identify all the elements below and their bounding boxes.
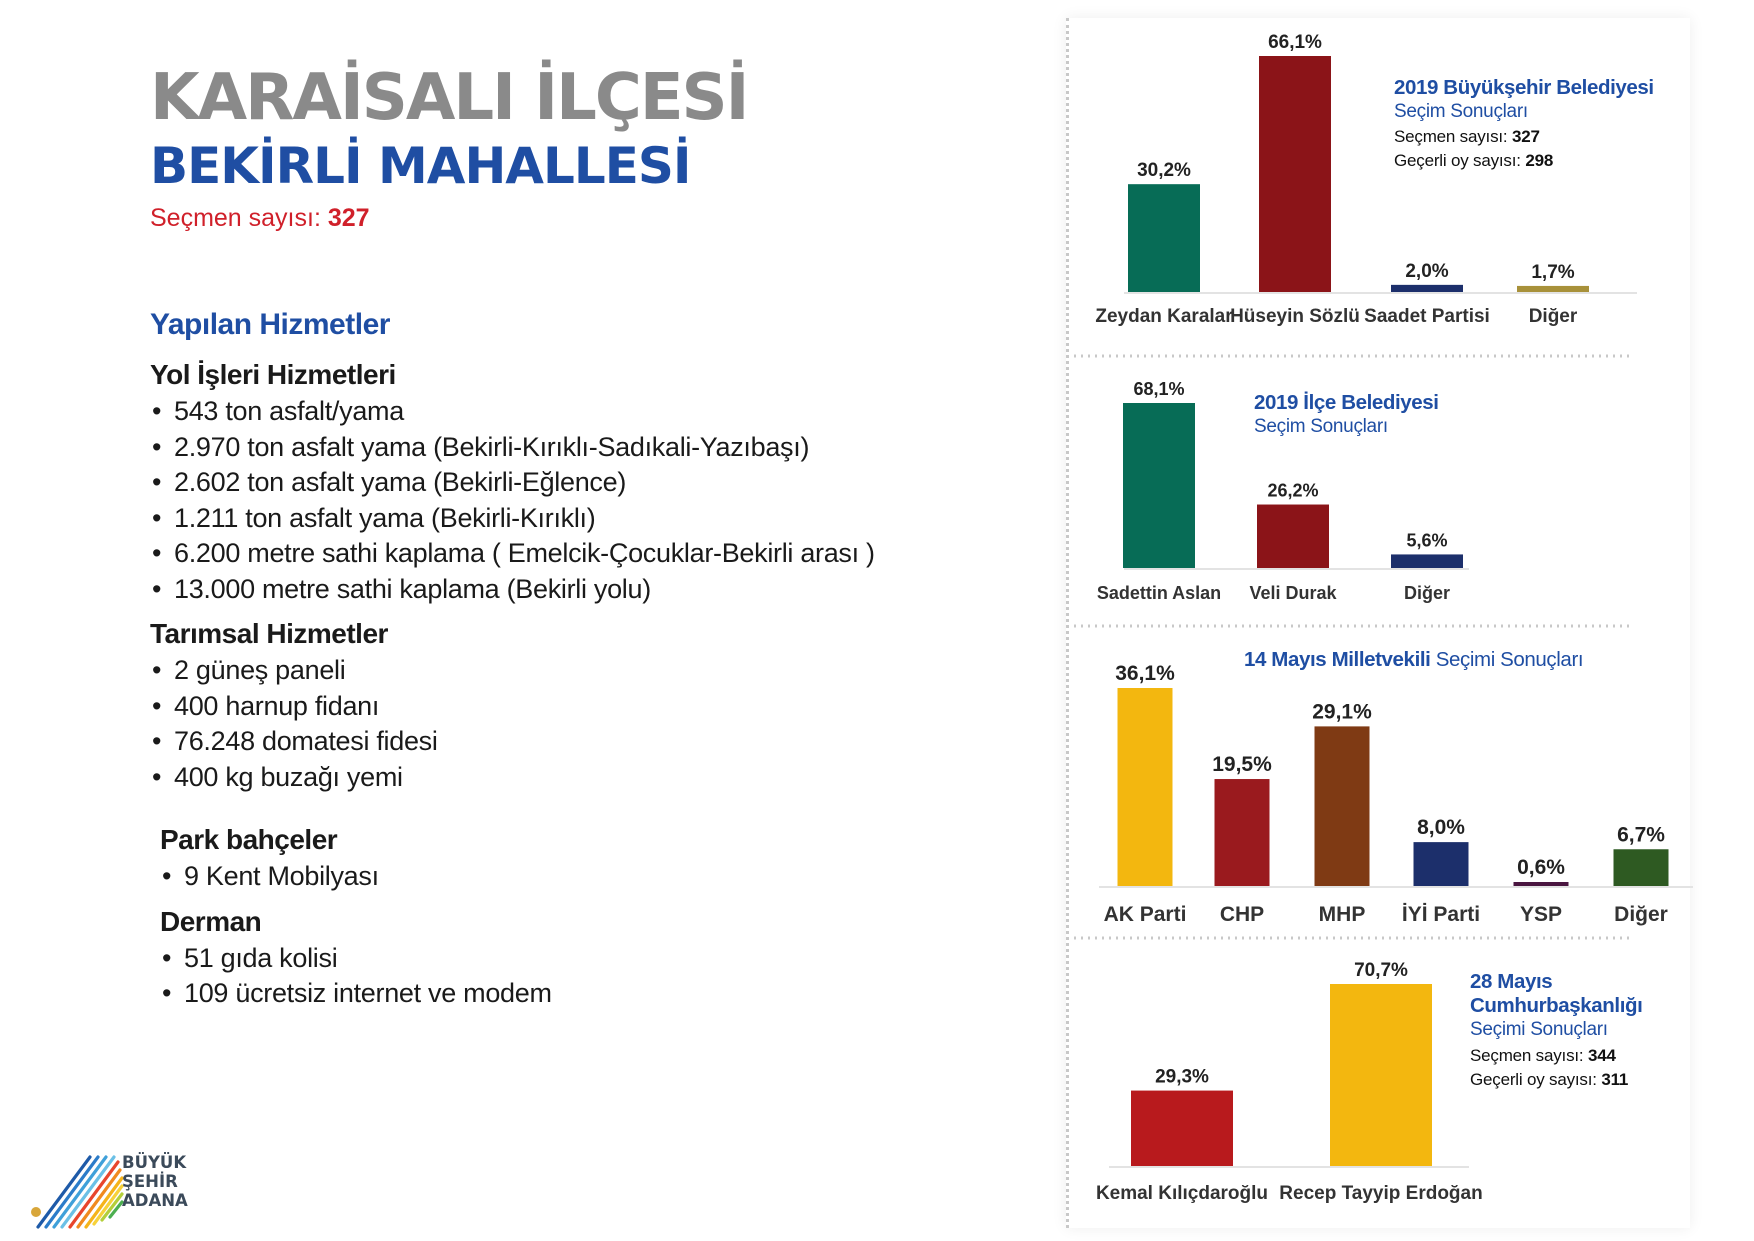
category-label: Sadettin Aslan	[1096, 583, 1222, 603]
bar-sadettin-aslan	[1123, 403, 1195, 568]
category-label: MHP	[1318, 903, 1366, 926]
data-label: 68,1%	[1133, 379, 1185, 399]
service-section-derman	[160, 903, 910, 1012]
bar-saadet-partisi	[1391, 285, 1463, 292]
data-label: 1,7%	[1531, 261, 1575, 283]
list-item: • 2 güneş paneli	[150, 653, 910, 689]
chart-2-subtitle: Seçim Sonuçları	[1254, 416, 1388, 437]
chart-1-title-block	[1394, 76, 1654, 173]
voter-count-label: Seçmen sayısı:	[150, 204, 321, 232]
category-label: Diğer	[1614, 903, 1668, 926]
category-label: İYİ Parti	[1401, 903, 1481, 926]
list-item: • 400 kg buzağı yemi	[150, 760, 910, 796]
list-item: • 76.248 domatesi fidesi	[150, 724, 910, 760]
data-label: 5,6%	[1406, 530, 1448, 551]
list-item: • 543 ton asfalt/yama	[150, 394, 910, 430]
data-label: 30,2%	[1137, 160, 1191, 182]
chart-1-title: 2019 Büyükşehir Belediyesi	[1394, 76, 1654, 99]
category-label: Zeydan Karalar	[1095, 306, 1233, 327]
page-header	[150, 62, 747, 233]
chart-3	[1099, 662, 1693, 926]
bar-kemal-k-l-daro-lu	[1131, 1091, 1233, 1166]
services-list	[150, 308, 910, 1020]
list-item: • 1.211 ton asfalt yama (Bekirli-Kırıklı)	[150, 501, 910, 537]
chart-1-stat-voters: Seçmen sayısı: 327	[1394, 127, 1540, 146]
data-label: 0,6%	[1517, 856, 1565, 879]
chart-4-subtitle: Seçimi Sonuçları	[1470, 1019, 1608, 1040]
data-label: 36,1%	[1115, 662, 1175, 685]
bar-h-seyin-s-zl-	[1259, 56, 1331, 292]
chart-2-title: 2019 İlçe Belediyesi	[1254, 391, 1439, 414]
chart-1-subtitle: Seçim Sonuçları	[1394, 101, 1528, 122]
chart-1-stat-valid: Geçerli oy sayısı: 298	[1394, 151, 1554, 170]
category-label: Veli Durak	[1249, 583, 1337, 603]
list-item: • 13.000 metre sathi kaplama (Bekirli yolu)	[150, 572, 910, 608]
bar-mhp	[1315, 726, 1370, 886]
bar-ak-parti	[1118, 688, 1173, 886]
chart-3-title: 14 Mayıs Milletvekili	[1244, 648, 1431, 671]
data-label: 29,1%	[1312, 700, 1372, 724]
section-title: Yol İşleri Hizmetleri	[150, 359, 396, 390]
election-results-panel	[1066, 18, 1690, 1228]
data-label: 66,1%	[1268, 32, 1322, 53]
category-label: YSP	[1519, 903, 1563, 926]
data-label: 8,0%	[1417, 816, 1465, 840]
list-item: • 9 Kent Mobilyası	[160, 859, 910, 895]
voter-count-value: 327	[327, 204, 370, 232]
list-item: • 2.602 ton asfalt yama (Bekirli-Eğlence)	[150, 465, 910, 501]
bar-i-yi-parti	[1414, 842, 1469, 886]
bar-di-er	[1614, 849, 1669, 886]
data-label: 2,0%	[1405, 260, 1449, 282]
chart-3-title-block	[1244, 648, 1583, 672]
logo-wordmark: BÜYÜK ŞEHİR ADANA	[122, 1153, 188, 1210]
service-section-roads	[150, 356, 910, 607]
chart-4-title: 28 Mayıs Cumhurbaşkanlığı	[1470, 970, 1643, 1017]
data-label: 19,5%	[1212, 753, 1272, 777]
section-title: Derman	[160, 905, 262, 937]
list-item: • 51 gıda kolisi	[160, 941, 910, 977]
category-label: Kemal Kılıçdaroğlu	[1095, 1183, 1269, 1204]
category-label: AK Parti	[1103, 903, 1187, 926]
chart-4-stat-voters: Seçmen sayısı: 344	[1470, 1046, 1616, 1065]
services-heading: Yapılan Hizmetler	[150, 308, 390, 341]
section-title: Tarımsal Hizmetler	[150, 618, 388, 649]
bar-recep-tayyip-erdo-an	[1330, 984, 1432, 1166]
service-section-parks	[160, 821, 910, 895]
data-label: 26,2%	[1267, 480, 1319, 501]
bar-zeydan-karalar	[1128, 184, 1200, 292]
bar-di-er	[1517, 286, 1589, 292]
chart-4	[1096, 960, 1483, 1204]
data-label: 29,3%	[1155, 1066, 1209, 1088]
bar-di-er	[1391, 554, 1463, 568]
chart-3-subtitle: Seçimi Sonuçları	[1435, 648, 1584, 671]
bar-veli-durak	[1257, 505, 1329, 568]
category-label: Hüseyin Sözlü	[1230, 306, 1360, 327]
list-item: • 400 harnup fidanı	[150, 689, 910, 725]
category-label: Recep Tayyip Erdoğan	[1279, 1183, 1483, 1204]
chart-4-title-block	[1470, 970, 1660, 1092]
service-section-agriculture	[150, 615, 910, 795]
bar-chp	[1215, 779, 1270, 886]
data-label: 70,7%	[1354, 960, 1408, 981]
category-label: Diğer	[1528, 306, 1578, 327]
chart-4-stat-valid: Geçerli oy sayısı: 311	[1470, 1070, 1629, 1089]
neighborhood-title: BEKİRLİ MAHALLESİ	[150, 137, 691, 195]
list-item: • 6.200 metre sathi kaplama ( Emelcik-Çocuklar-Bekirli arası )	[150, 536, 910, 572]
list-item: • 109 ücretsiz internet ve modem	[160, 976, 910, 1012]
category-label: CHP	[1219, 903, 1265, 926]
chart-2-title-block	[1254, 391, 1439, 438]
district-title: KARAİSALI İLÇESİ	[150, 61, 748, 135]
category-label: Diğer	[1403, 583, 1451, 603]
section-title: Park bahçeler	[160, 824, 338, 855]
category-label: Saadet Partisi	[1364, 306, 1490, 327]
voter-count	[150, 204, 747, 233]
data-label: 6,7%	[1617, 823, 1665, 847]
bar-ysp	[1514, 882, 1569, 886]
list-item: • 2.970 ton asfalt yama (Bekirli-Kırıklı-Sadıkali-Yazıbaşı)	[150, 430, 910, 466]
